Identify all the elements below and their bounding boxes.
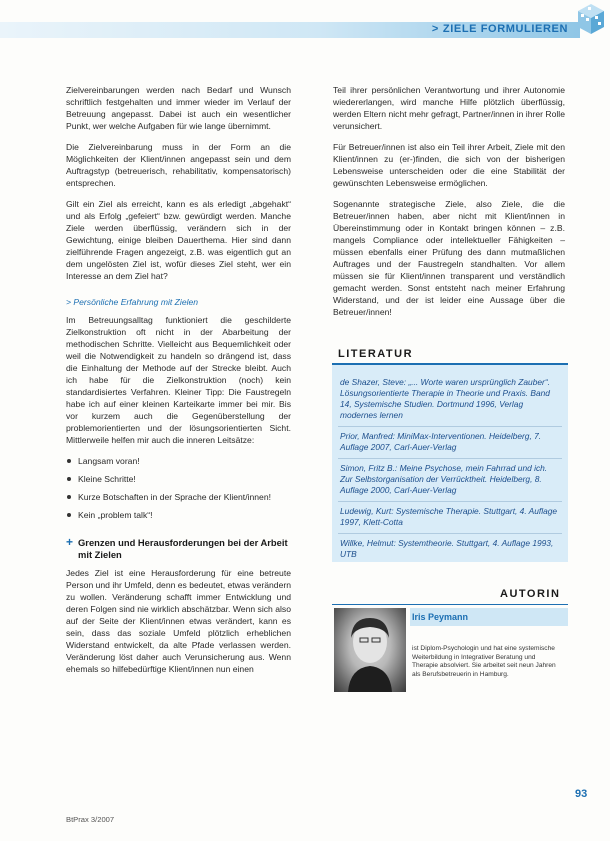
literature-entry: Ludewig, Kurt: Systemische Therapie. Stuttgart, 4. Auflage 1997, Klett-Cotta [338,502,562,534]
paragraph: Für Betreuer/innen ist also ein Teil ihrer Arbeit, Ziele mit den Klient/innen zu (er-)finden, die sich von der bisherigen Lebensweise unterscheiden oder die eine Stabilität der gewünschten Lebensweise ermöglichen. [333,142,565,188]
plus-icon: + [66,535,74,549]
bullet-icon [67,495,71,499]
list-item-text: Kein „problem talk“! [78,510,153,520]
paragraph: Sogenannte strategische Ziele, also Ziele, die die Betreuer/innen haben, aber nicht mit Klient/innen in Übereinstimmung oder in Kontakt bringen können – z.B. mangels Compliance oder intellektueller Fähigkeiten – müssen ebenfalls einer Prüfung des dann mutmaßlichen Auftrages und der Faustregeln standhalten. Vor allem müssen sie für Klient/innen transparent und verständlich gemacht werden. Sonst entsteht nach meiner Erfahrung Widerstand, und der ist leider eine Aussage über die Betreuer/innen! [333,199,565,317]
paragraph: Teil ihrer persönlichen Verantwortung und ihrer Autonomie wiedererlangen, wird manche Hilfe plötzlich überflüssig, werden Eltern nicht mehr gefragt, Partner/innen in ihrer Rolle verunsichert. [333,85,565,131]
subheading: > Persönliche Erfahrung mit Zielen [66,297,199,307]
page-number: 93 [575,788,588,800]
author-bio: ist Diplom-Psychologin und hat eine systemische Weiterbildung in Integrativer Beratung und Therapie absolviert. Sie arbeitet seit neun Jahren als Berufsbetreuerin in Hamburg. [412,645,556,678]
author-section-title: AUTORIN [500,588,561,600]
literature-entry: Willke, Helmut: Systemtheorie. Stuttgart, 4. Auflage 1993, UTB [340,538,554,559]
literature-entry: Simon, Fritz B.: Meine Psychose, mein Fahrrad und ich. Zur Selbstorganisation der Verrücktheit. Heidelberg, 8. Auflage 2000, Carl-Auer-Verlag [338,459,562,502]
cube-logo-icon [576,2,606,36]
list-item [66,491,291,503]
paragraph: Zielvereinbarungen werden nach Bedarf und Wunsch schriftlich festgehalten und immer wieder im Verlauf der Betreuung angepasst. Dabei ist auch ein wesentlicher Punkt, wer welche Aufgaben für wie lange übernimmt. [66,85,291,131]
bullet-icon [67,477,71,481]
right-column [333,84,565,327]
literature-entry: de Shazer, Steve: „... Worte waren ursprünglich Zauber“. Lösungsorientierte Therapie in Theorie und Praxis. Band 14, Systemische Studien. Dortmund 1996, Verlag modernes lernen [338,373,562,427]
author-photo [334,608,406,692]
section-heading [66,537,291,561]
left-column [66,84,291,684]
list-item [66,455,291,467]
section-header [432,23,568,35]
literature-box [332,363,568,562]
list-item [66,473,291,485]
bullet-icon [67,513,71,517]
author-name: Iris Peymann [412,612,469,622]
portrait-icon [334,608,406,692]
literature-title: LITERATUR [338,348,414,360]
paragraph: Im Betreuungsalltag funktioniert die geschilderte Zielkonstruktion oft nicht in der Abarbeitung der methodischen Schritte. Vielleicht aus Bequemlichkeit oder weil die Notwendigkeit zu handeln so drängend ist, dass die Einhaltung der Methode auf der Strecke bleibt. Auch ich habe für die Zielkonstruktion (noch) kein standardisiertes Verfahren. Kleiner Tipp: Die Faustregeln habe ich auf einer kleinen Karteikarte immer bei mir. Bis vor kurzem auch die Gegenüberstellung der problemorientierten und der lösungsorientierten Sicht. Mittlerweile helfen mir auch die inneren Leitsätze: [66,315,291,445]
list-item-text: Langsam voran! [78,456,140,466]
paragraph: Jedes Ziel ist eine Herausforderung für eine betreute Person und ihr Umfeld, denn es bedeutet, etwas verändern zu wollen. Veränderung schafft immer Entwicklung und deren Folgen sind nie wirklich abschätzbar. Wenn sich also auf der Seite der Klient/innen etwas verändert, kann es sein, dass das soziale Umfeld plötzlich erheblichen Widerstand entwickelt, da alte Pfade verlassen werden. Veränderung löst daher auch Verunsicherung aus. Wenn ehemals so hilfebedürftige Klient/innen nun einen [66,568,292,674]
author-divider [332,604,568,605]
section-title: ZIELE FORMULIEREN [442,23,568,35]
list-item [66,509,291,521]
header-arrow: > [431,23,439,35]
paragraph: Die Zielvereinbarung muss in der Form an die Möglichkeiten der Klient/innen angepasst sein und dem Auftragstyp (betreuerisch, rehabilitativ, kompensatorisch) entsprechen. [66,142,291,188]
paragraph: Gilt ein Ziel als erreicht, kann es als erledigt „abgehakt“ und als Erfolg „gefeiert“ bzw. gewürdigt werden. Manche Ziele werden überflüssig, verändern sich in der Gewichtung, einige bleiben Dauerthema. Hier sind dann zielführende Fragen angezeigt, z.B. was eigentlich gut an dem ungelösten Ziel ist, wofür dieses Ziel steht, wer ein Interesse an dem Ziel hat? [66,199,291,281]
bullet-icon [67,459,71,463]
tips-list [66,455,291,521]
publication-footer: BtPrax 3/2007 [66,815,115,824]
section-heading-text: Grenzen und Herausforderungen bei der Arbeit mit Zielen [78,537,288,560]
list-item-text: Kleine Schritte! [78,474,136,484]
literature-entry: Prior, Manfred: MiniMax-Interventionen. Heidelberg, 7. Auflage 2007, Carl-Auer-Verlag [338,427,562,459]
list-item-text: Kurze Botschaften in der Sprache der Klient/innen! [78,492,271,502]
